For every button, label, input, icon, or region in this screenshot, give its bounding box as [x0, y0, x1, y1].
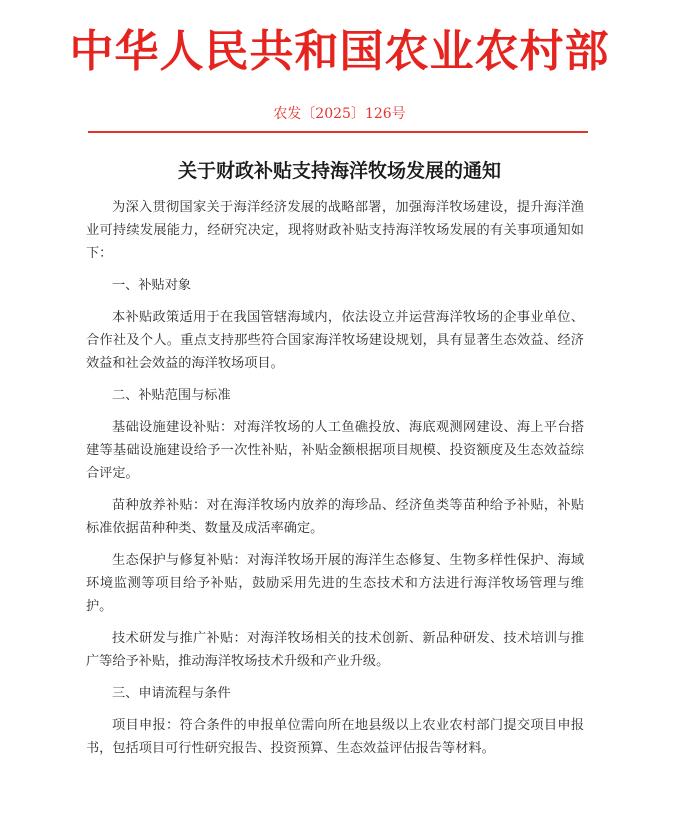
intro-paragraph: 为深入贯彻国家关于海洋经济发展的战略部署，加强海洋牧场建设，提升海洋渔业可持续发展能力，经研究决定，现将财政补贴支持海洋牧场发展的有关事项通知如下：: [86, 200, 584, 261]
paragraph-text: 符合条件的申报单位需向所在地县级以上农业农村部门提交项目申报书，包括项目可行性研究报告、投资预算、生态效益评估报告等材料。: [86, 718, 585, 756]
document-title: 关于财政补贴支持海洋牧场发展的通知: [177, 160, 501, 182]
section-paragraph: [86, 416, 584, 485]
section-paragraph: [86, 627, 584, 673]
paragraph-lead: 生态保护与修复补贴：: [112, 553, 247, 568]
paragraph-lead: 苗种放养补贴：: [112, 498, 207, 513]
paragraph-text: 对海洋牧场相关的技术创新、新品种研发、技术培训与推广等给予补贴，推动海洋牧场技术升级和产业升级。: [86, 631, 585, 669]
paragraph-text: 对海洋牧场开展的海洋生态修复、生物多样性保护、海域环境监测等项目给予补贴，鼓励采用先进的生态技术和方法进行海洋牧场管理与维护。: [86, 553, 585, 614]
paragraph-lead: 基础设施建设补贴：: [112, 420, 234, 435]
document-body: [86, 196, 584, 769]
document-number: 农发〔2025〕126号: [273, 106, 406, 122]
paragraph-text: 对海洋牧场的人工鱼礁投放、海底观测网建设、海上平台搭建等基础设施建设给予一次性补贴，补贴金额根据项目规模、投资额度及生态效益综合评定。: [86, 420, 585, 481]
section-paragraph: [86, 494, 584, 540]
section-paragraph: [86, 306, 584, 375]
issuing-authority-header: 中华人民共和国农业农村部: [69, 26, 610, 77]
paragraph-text: 本补贴政策适用于在我国管辖海域内，依法设立并运营海洋牧场的企事业单位、合作社及个人。重点支持那些符合国家海洋牧场建设规划，具有显著生态效益、经济效益和社会效益的海洋牧场项目。: [86, 310, 584, 371]
section-paragraph: [86, 549, 584, 618]
section-heading: 一、补贴对象: [112, 278, 192, 293]
paragraph-text: 对在海洋牧场内放养的海珍品、经济鱼类等苗种给予补贴，补贴标准依据苗种种类、数量及成活率确定。: [86, 498, 585, 536]
paragraph-lead: 技术研发与推广补贴：: [112, 631, 247, 646]
paragraph-lead: 项目申报：: [112, 718, 180, 733]
section-paragraph: [86, 714, 584, 760]
section-heading: 三、申请流程与条件: [112, 686, 231, 701]
section-heading: 二、补贴范围与标准: [112, 388, 231, 403]
red-divider-line: [88, 131, 588, 133]
